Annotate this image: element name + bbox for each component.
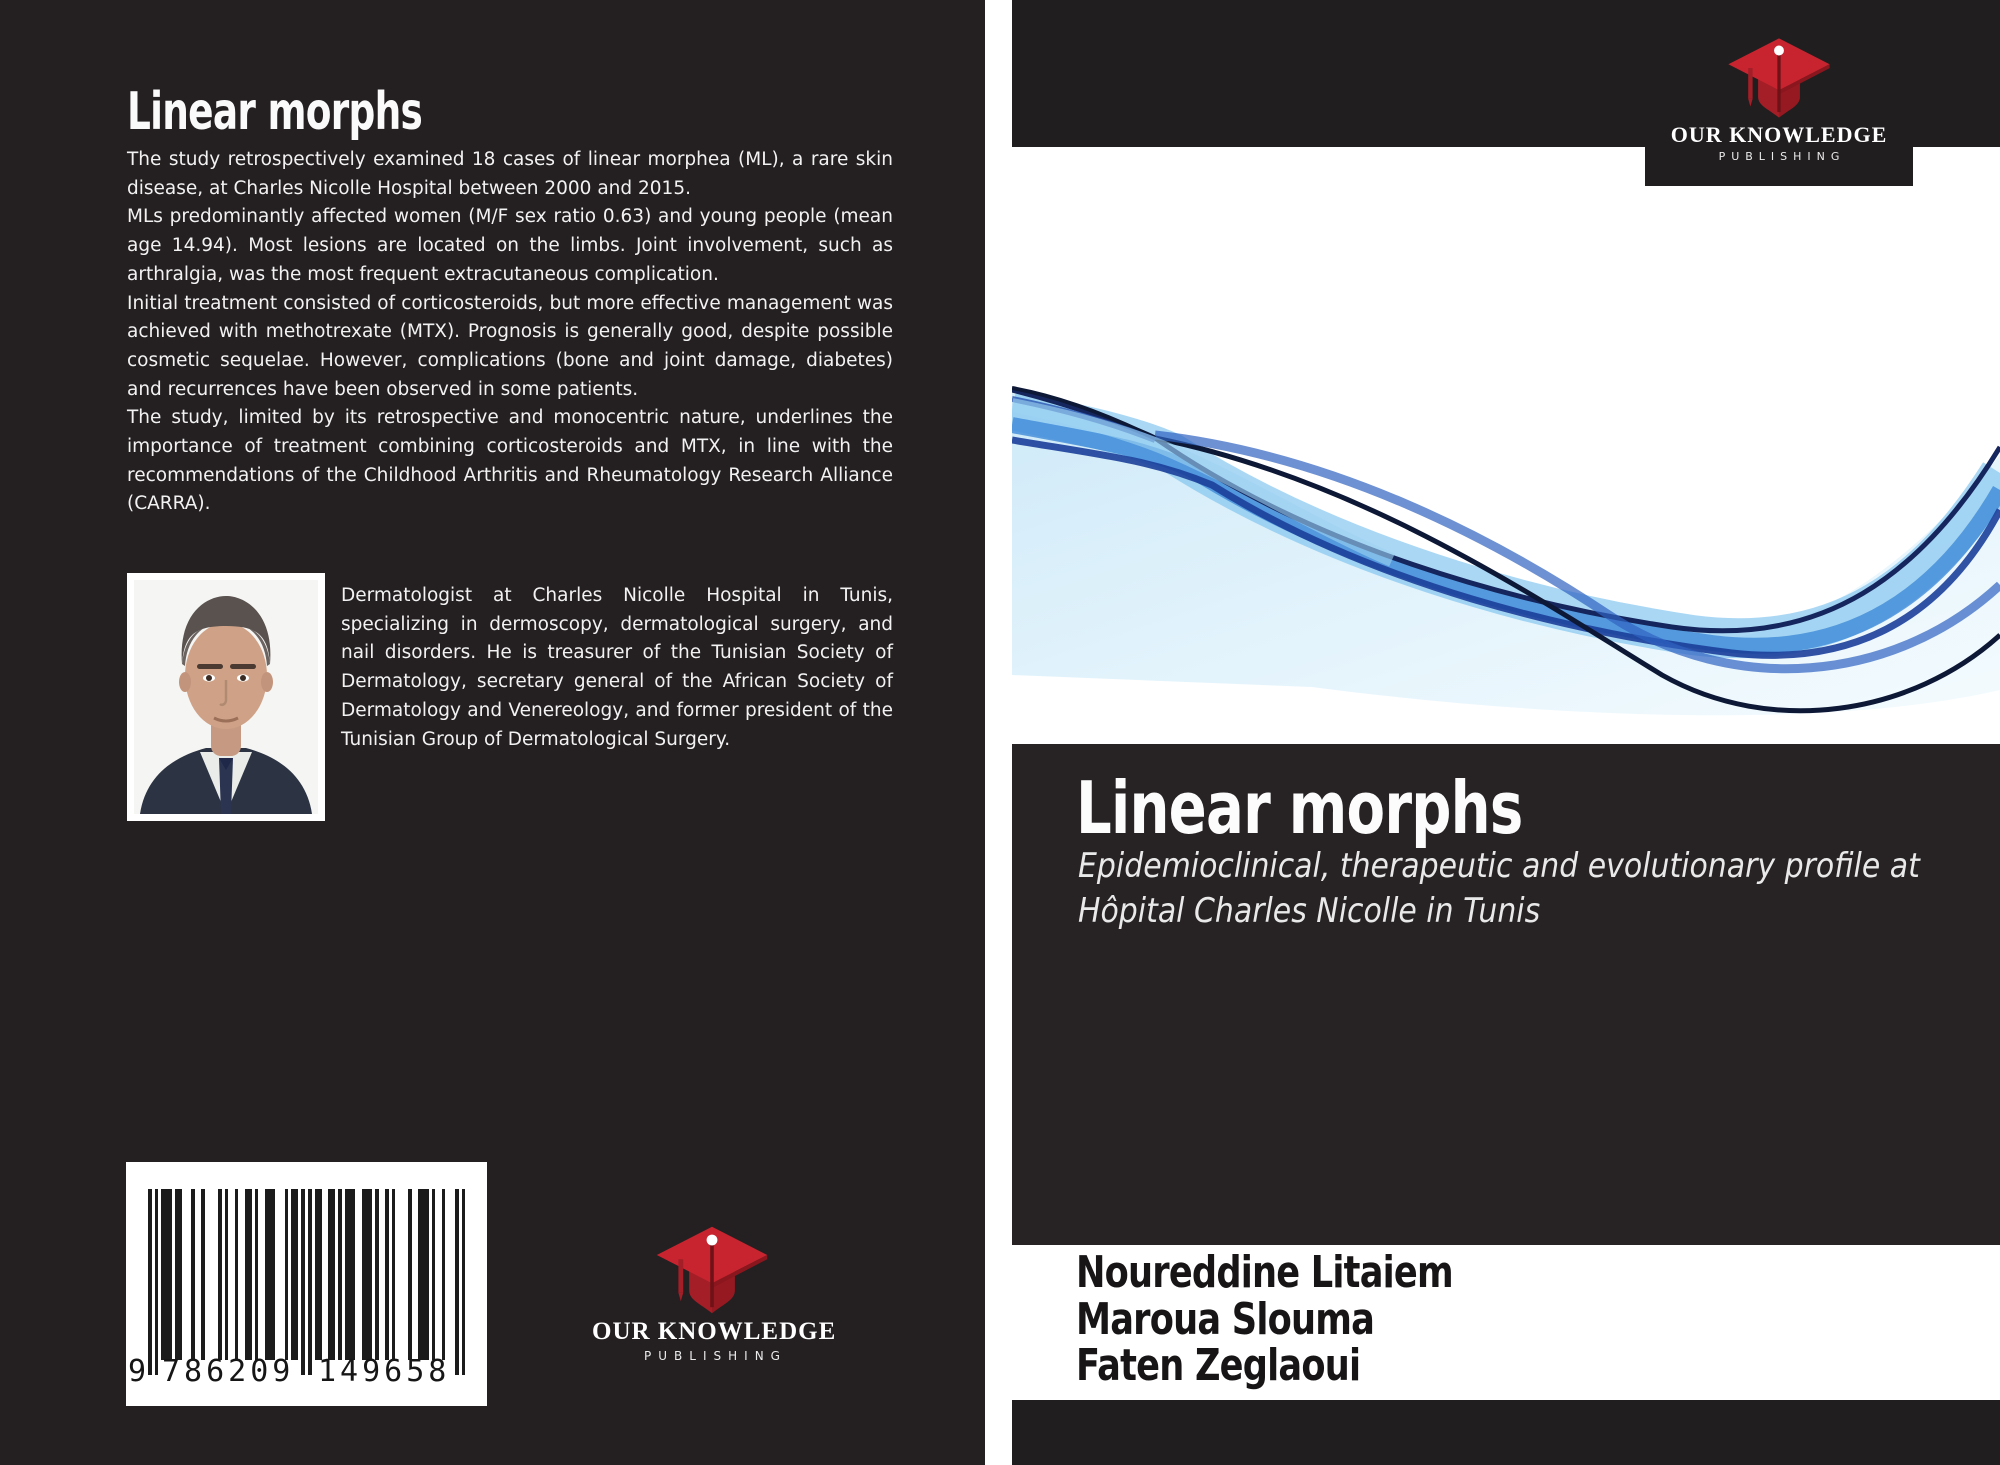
synopsis-paragraph: MLs predominantly affected women (M/F sex ratio 0.63) and young people (mean age 14.94). Most lesions are located on the limbs. Joint involvement, such as arthralgia, was the most frequent extracutaneous complication. xyxy=(127,206,893,285)
publisher-name: OUR KNOWLEDGE xyxy=(1670,122,1888,147)
author-bio: Dermatologist at Charles Nicolle Hospital in Tunis, specializing in dermoscopy, dermatological surgery, and nail disorders. He is treasurer of the Tunisian Society of Dermatology, secretary general of the African Society of Dermatology and Venereology, and former president of the Tunisian Group of Dermatological Surgery. xyxy=(341,585,893,750)
barcode-bar xyxy=(168,1189,172,1360)
barcode-bar xyxy=(332,1189,336,1360)
author-name: Faten Zeglaoui xyxy=(1076,1340,1361,1391)
barcode-bar xyxy=(218,1189,222,1360)
barcode-bar xyxy=(375,1189,379,1360)
front-cover xyxy=(1012,0,2000,1465)
title-panel xyxy=(1012,744,2000,1245)
barcode-bar xyxy=(235,1189,239,1360)
barcode-bar xyxy=(385,1189,389,1360)
author-name: Noureddine Litaiem xyxy=(1076,1247,1453,1298)
author-name: Maroua Slouma xyxy=(1076,1293,1375,1345)
barcode-bar xyxy=(285,1189,289,1360)
synopsis-paragraph: Initial treatment consisted of corticosteroids, but more effective management was achieved with methotrexate (MTX). Prognosis is generally good, despite possible cosmetic sequelae. However, complications (bone and joint damage, diabetes) and recurrences have been observed in some patients. xyxy=(127,292,893,400)
barcode-bar xyxy=(225,1189,229,1360)
publisher-tagline: PUBLISHING xyxy=(644,1349,787,1363)
graduation-cap-icon xyxy=(650,1222,774,1318)
publisher-tagline: PUBLISHING xyxy=(1718,150,1846,163)
barcode-bar xyxy=(295,1189,299,1360)
synopsis-paragraph: The study retrospectively examined 18 cases of linear morphea (ML), a rare skin disease, at Charles Nicolle Hospital between 2000 and 2015. xyxy=(127,149,893,199)
portrait-illustration xyxy=(134,580,318,814)
publisher-plaque xyxy=(1645,0,1913,186)
author-list xyxy=(1076,1247,1547,1391)
barcode-bar xyxy=(408,1189,412,1360)
barcode-bar xyxy=(318,1189,322,1360)
barcode-bar xyxy=(255,1189,259,1360)
publisher-name: OUR KNOWLEDGE xyxy=(592,1318,837,1345)
barcode-bar xyxy=(201,1189,205,1360)
blue-wave-graphic xyxy=(1012,385,2000,745)
back-cover-synopsis xyxy=(127,146,893,519)
barcode-digits-left: 786209 xyxy=(162,1354,295,1389)
barcode-bar xyxy=(432,1189,436,1360)
author-portrait xyxy=(127,573,325,821)
barcode-digit-first: 9 xyxy=(128,1354,151,1389)
barcode-bar xyxy=(178,1189,182,1360)
synopsis-paragraph: The study, limited by its retrospective and monocentric nature, underlines the importance of treatment combining corticosteroids and MTX, in line with the recommendations of the Childhood Arthritis and Rheumatology Research Alliance (CARRA). xyxy=(127,407,893,515)
barcode-bar xyxy=(155,1189,159,1375)
barcode-bar xyxy=(301,1189,305,1375)
front-cover-title: Linear morphs xyxy=(1076,766,1523,850)
barcode-bar xyxy=(392,1189,396,1360)
barcode-bar xyxy=(271,1189,275,1360)
isbn-barcode xyxy=(126,1162,487,1406)
barcode-bar xyxy=(368,1189,372,1360)
barcode-bar xyxy=(442,1189,446,1360)
back-cover xyxy=(0,0,985,1465)
barcode-bar xyxy=(248,1189,252,1360)
barcode-bars xyxy=(148,1189,465,1375)
barcode-bar xyxy=(352,1189,356,1360)
back-cover-title: Linear morphs xyxy=(127,82,423,142)
barcode-bar xyxy=(455,1189,459,1375)
front-bottom-band xyxy=(1012,1400,2000,1465)
barcode-bar xyxy=(308,1189,312,1375)
barcode-bar xyxy=(148,1189,152,1375)
barcode-bar xyxy=(425,1189,429,1360)
barcode-bar xyxy=(338,1189,342,1360)
barcode-bar xyxy=(191,1189,195,1360)
publisher-logo-back xyxy=(592,1222,837,1363)
front-cover-subtitle: Epidemioclinical, therapeutic and evolutionary profile at Hôpital Charles Nicolle in Tunis xyxy=(1078,846,1920,931)
authors-band xyxy=(1012,1245,2000,1400)
barcode-bar xyxy=(462,1189,466,1375)
graduation-cap-icon xyxy=(1723,34,1835,122)
barcode-digits-right: 149658 xyxy=(318,1354,451,1389)
publisher-logo-front xyxy=(1659,34,1899,163)
